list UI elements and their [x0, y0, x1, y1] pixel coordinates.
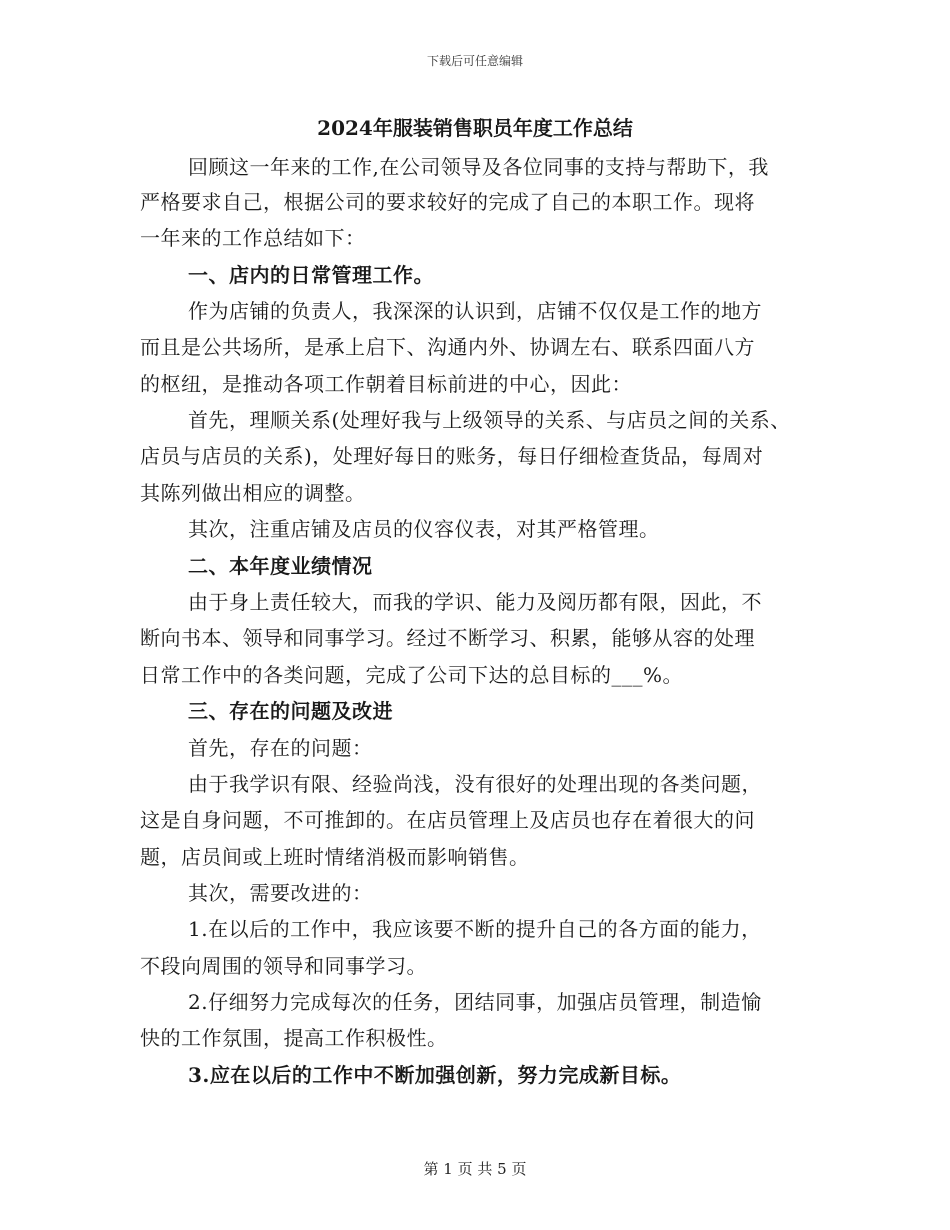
document-title: 2024年服装销售职员年度工作总结	[317, 116, 633, 140]
paragraph-line: 首先，理顺关系(处理好我与上级领导的关系、与店员之间的关系、	[188, 408, 791, 432]
paragraph-line: 这是自身问题，不可推卸的。在店员管理上及店员也存在着很大的问	[140, 808, 755, 832]
paragraph-line: 2.仔细努力完成每次的任务，团结同事，加强店员管理，制造愉	[188, 990, 762, 1014]
paragraph-line: 作为店铺的负责人，我深深的认识到，店铺不仅仅是工作的地方	[188, 299, 762, 323]
page-footer: 第 1 页 共 5 页	[423, 1160, 527, 1178]
section-heading: 一、店内的日常管理工作。	[188, 263, 434, 287]
section-heading: 三、存在的问题及改进	[188, 699, 393, 723]
paragraph-line: 的枢纽，是推动各项工作朝着目标前进的中心，因此：	[140, 372, 632, 396]
paragraph-line: 由于身上责任较大，而我的学识、能力及阅历都有限，因此，不	[188, 590, 762, 614]
paragraph-line: 快的工作氛围，提高工作积极性。	[140, 1026, 448, 1050]
paragraph-line: 其次，需要改进的：	[188, 881, 373, 905]
paragraph-line: 断向书本、领导和同事学习。经过不断学习、积累，能够从容的处理	[140, 626, 755, 650]
section-heading: 3.应在以后的工作中不断加强创新，努力完成新目标。	[188, 1063, 682, 1087]
section-heading: 二、本年度业绩情况	[188, 554, 373, 578]
header-note: 下载后可任意编辑	[426, 54, 523, 68]
paragraph-line: 1.在以后的工作中，我应该要不断的提升自己的各方面的能力，	[188, 917, 762, 941]
paragraph-line: 首先，存在的问题：	[188, 736, 373, 760]
paragraph-line: 严格要求自己，根据公司的要求较好的完成了自己的本职工作。现将	[140, 190, 755, 214]
paragraph-line: 回顾这一年来的工作,在公司领导及各位同事的支持与帮助下，我	[188, 155, 769, 179]
paragraph-line: 而且是公共场所，是承上启下、沟通内外、协调左右、联系四面八方	[140, 335, 755, 359]
paragraph-line: 日常工作中的各类问题，完成了公司下达的总目标的___%。	[140, 663, 684, 687]
paragraph-line: 其次，注重店铺及店员的仪容仪表，对其严格管理。	[188, 517, 660, 541]
paragraph-line: 其陈列做出相应的调整。	[140, 481, 366, 505]
paragraph-line: 店员与店员的关系)，处理好每日的账务，每日仔细检查货品，每周对	[140, 444, 764, 468]
paragraph-line: 由于我学识有限、经验尚浅，没有很好的处理出现的各类问题，	[188, 772, 762, 796]
paragraph-line: 一年来的工作总结如下：	[140, 226, 366, 250]
paragraph-line: 题，店员间或上班时情绪消极而影响销售。	[140, 845, 530, 869]
paragraph-line: 不段向周围的领导和同事学习。	[140, 954, 427, 978]
